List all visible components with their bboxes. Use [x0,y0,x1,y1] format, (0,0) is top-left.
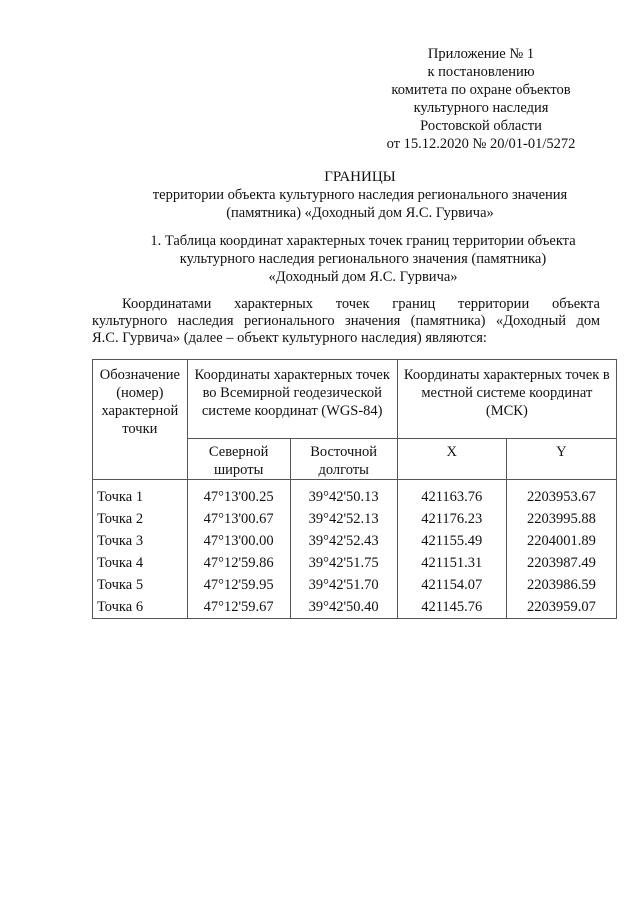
cell-y: 2204001.89 [506,530,616,552]
document-heading [90,168,630,222]
cell-latitude: 47°12'59.86 [187,552,290,574]
header-wgs: Координаты характерных точек во Всемирной геодезической системе координат (WGS-84) [187,360,397,439]
cell-point: Точка 1 [93,480,188,509]
intro-line-1: Координатами характерных точек границ территории объекта [122,296,600,312]
section-title [128,232,598,286]
cell-x: 421145.76 [397,596,506,619]
table-row [93,530,617,552]
cell-x: 421151.31 [397,552,506,574]
cell-latitude: 47°12'59.95 [187,574,290,596]
cell-point: Точка 6 [93,596,188,619]
cell-latitude: 47°12'59.67 [187,596,290,619]
appendix-ref: к постановлению [427,64,535,80]
cell-x: 421155.49 [397,530,506,552]
table-row [93,480,617,509]
intro-line-3: Я.С. Гурвича» (далее – объект культурного наследия) являются: [92,330,487,346]
cell-point: Точка 5 [93,574,188,596]
cell-y: 2203995.88 [506,508,616,530]
cell-point: Точка 4 [93,552,188,574]
header-point: Обозначение (номер) характерной точки [93,360,188,480]
cell-latitude: 47°13'00.25 [187,480,290,509]
cell-point: Точка 3 [93,530,188,552]
heading-title: ГРАНИЦЫ [324,169,396,185]
section-line-2: культурного наследия регионального значения (памятника) [179,251,547,267]
cell-y: 2203987.49 [506,552,616,574]
appendix-block [360,45,602,153]
cell-longitude: 39°42'51.75 [290,552,397,574]
intro-line-2: культурного наследия регионального значения (памятника) «Доходный дом [92,313,600,329]
appendix-committee: комитета по охране объектов [391,82,571,98]
header-longitude: Восточной долготы [290,439,397,480]
header-y: Y [506,439,616,480]
table-row [93,552,617,574]
section-line-3: «Доходный дом Я.С. Гурвича» [268,269,458,285]
cell-y: 2203959.07 [506,596,616,619]
cell-longitude: 39°42'52.13 [290,508,397,530]
appendix-number: Приложение № 1 [427,46,535,62]
cell-longitude: 39°42'50.40 [290,596,397,619]
cell-point: Точка 2 [93,508,188,530]
cell-latitude: 47°13'00.67 [187,508,290,530]
appendix-heritage: культурного наследия [413,100,549,116]
heading-line-1: территории объекта культурного наследия регионального значения [152,187,568,203]
table-row [93,508,617,530]
cell-y: 2203953.67 [506,480,616,509]
header-x: X [397,439,506,480]
coordinates-table [92,359,617,619]
table-row [93,574,617,596]
cell-x: 421176.23 [397,508,506,530]
cell-x: 421163.76 [397,480,506,509]
cell-longitude: 39°42'50.13 [290,480,397,509]
cell-longitude: 39°42'51.70 [290,574,397,596]
cell-y: 2203986.59 [506,574,616,596]
appendix-date: от 15.12.2020 № 20/01-01/5272 [386,136,576,152]
heading-line-2: (памятника) «Доходный дом Я.С. Гурвича» [226,205,494,221]
header-msk: Координаты характерных точек в местной системе координат (МСК) [397,360,616,439]
cell-x: 421154.07 [397,574,506,596]
appendix-region: Ростовской области [420,118,542,134]
section-line-1: 1. Таблица координат характерных точек границ территории объекта [150,233,576,249]
intro-paragraph [92,296,600,347]
table-row [93,596,617,619]
cell-longitude: 39°42'52.43 [290,530,397,552]
header-latitude: Северной широты [187,439,290,480]
cell-latitude: 47°13'00.00 [187,530,290,552]
